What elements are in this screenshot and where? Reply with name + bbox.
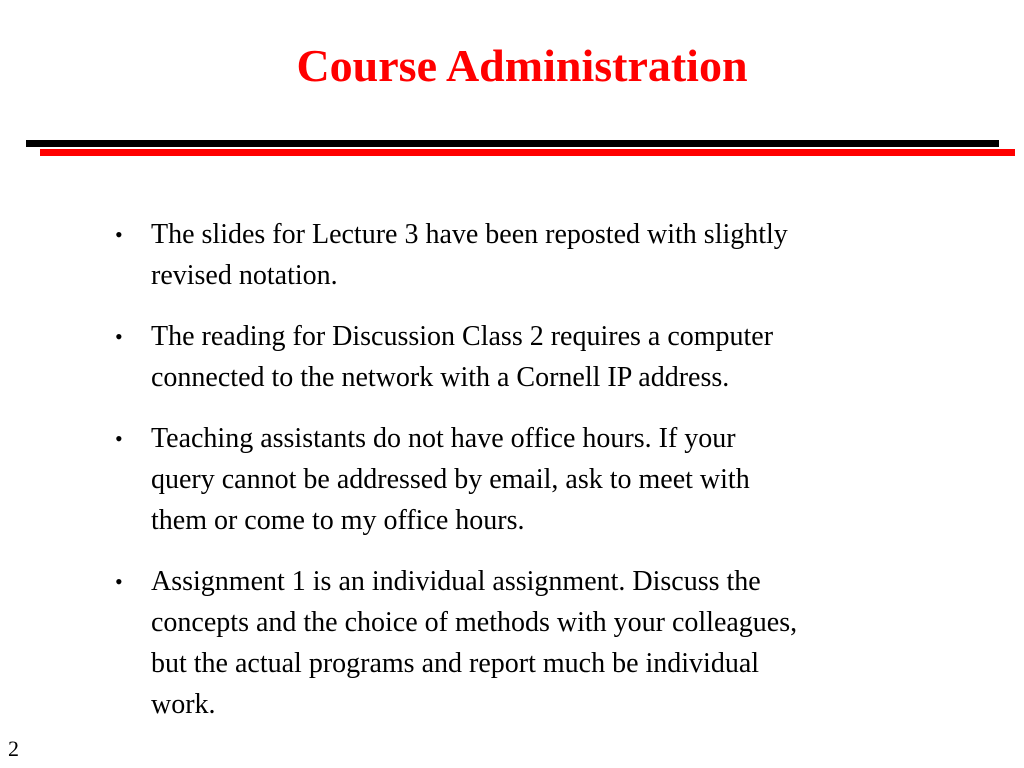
bullet-line: The slides for Lecture 3 have been reposted with slightly (151, 219, 788, 250)
bullet-line: but the actual programs and report much be individual (151, 648, 760, 679)
bullet-item (110, 214, 950, 296)
bullet-icon: • (115, 222, 123, 247)
page-number: 2 (8, 736, 19, 761)
bullet-icon: • (115, 569, 123, 594)
bullet-line: concepts and the choice of methods with your colleagues, (151, 607, 798, 638)
bullet-line: query cannot be addressed by email, ask to meet with (151, 464, 750, 495)
bullet-line: revised notation. (151, 260, 338, 291)
bullet-item (110, 418, 950, 541)
bullet-line: The reading for Discussion Class 2 requires a computer (151, 321, 774, 352)
bullet-text (151, 316, 950, 398)
bullet-text (151, 561, 950, 725)
bullet-line: them or come to my office hours. (151, 505, 525, 536)
bullet-icon: • (115, 426, 123, 451)
title-divider-black (26, 140, 999, 147)
bullet-icon: • (115, 324, 123, 349)
bullet-list (110, 214, 950, 745)
bullet-line: Teaching assistants do not have office hours. If your (151, 423, 736, 454)
slide-title: Course Administration (296, 40, 748, 91)
bullet-line: work. (151, 689, 216, 720)
bullet-item (110, 561, 950, 725)
bullet-line: connected to the network with a Cornell IP address. (151, 362, 730, 393)
bullet-item (110, 316, 950, 398)
bullet-text (151, 214, 950, 296)
bullet-line: Assignment 1 is an individual assignment. Discuss the (151, 566, 761, 597)
title-divider-red (40, 149, 1015, 156)
bullet-text (151, 418, 950, 541)
